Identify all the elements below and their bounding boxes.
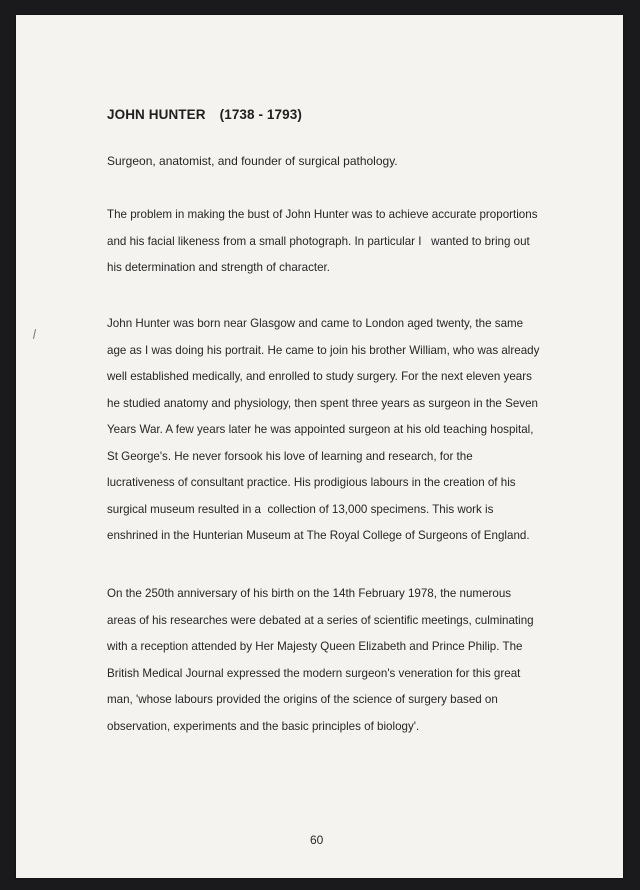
paragraph-line: and his facial likeness from a small photograph. In particular I wanted to bring out — [107, 234, 530, 248]
paragraph-line: enshrined in the Hunterian Museum at The Royal College of Surgeons of England. — [107, 529, 530, 542]
heading-years: (1738 - 1793) — [219, 107, 302, 122]
paragraph-1 — [107, 202, 538, 282]
paragraph-line: well established medically, and enrolled to study surgery. For the next eleven years — [107, 370, 532, 383]
paragraph-line: lucrativeness of consultant practice. His prodigious labours in the creation of his — [107, 476, 516, 489]
document-subtitle: Surgeon, anatomist, and founder of surgical pathology. — [107, 154, 398, 168]
paragraph-line: Years War. A few years later he was appointed surgeon at his old teaching hospital, — [107, 423, 534, 436]
paragraph-line: he studied anatomy and physiology, then spent three years as surgeon in the Seven — [107, 396, 538, 410]
paragraph-line: observation, experiments and the basic principles of biology'. — [107, 719, 420, 733]
paragraph-line: British Medical Journal expressed the modern surgeon's veneration for this great — [107, 666, 521, 680]
paragraph-line: areas of his researches were debated at a series of scientific meetings, culminating — [107, 613, 534, 627]
paragraph-line: his determination and strength of character. — [107, 261, 330, 274]
paragraph-line: On the 250th anniversary of his birth on the 14th February 1978, the numerous — [107, 587, 512, 600]
paragraph-line: John Hunter was born near Glasgow and came to London aged twenty, the same — [107, 317, 524, 330]
paragraph-line: St George's. He never forsook his love of learning and research, for the — [107, 449, 473, 463]
heading-name: JOHN HUNTER — [107, 107, 206, 122]
paragraph-2 — [107, 311, 539, 550]
document-heading — [107, 107, 302, 122]
pencil-mark — [33, 329, 36, 339]
paragraph-3 — [107, 581, 534, 740]
paragraph-line: age as I was doing his portrait. He came to join his brother William, who was already — [107, 343, 540, 357]
paragraph-line: with a reception attended by Her Majesty Queen Elizabeth and Prince Philip. The — [107, 640, 523, 653]
paragraph-line: The problem in making the bust of John Hunter was to achieve accurate proportions — [107, 208, 538, 221]
document-page — [16, 15, 623, 878]
paragraph-line: man, 'whose labours provided the origins of the science of surgery based on — [107, 693, 498, 706]
page-number: 60 — [310, 833, 324, 847]
paragraph-line: surgical museum resulted in a collection of 13,000 specimens. This work is — [107, 502, 494, 516]
